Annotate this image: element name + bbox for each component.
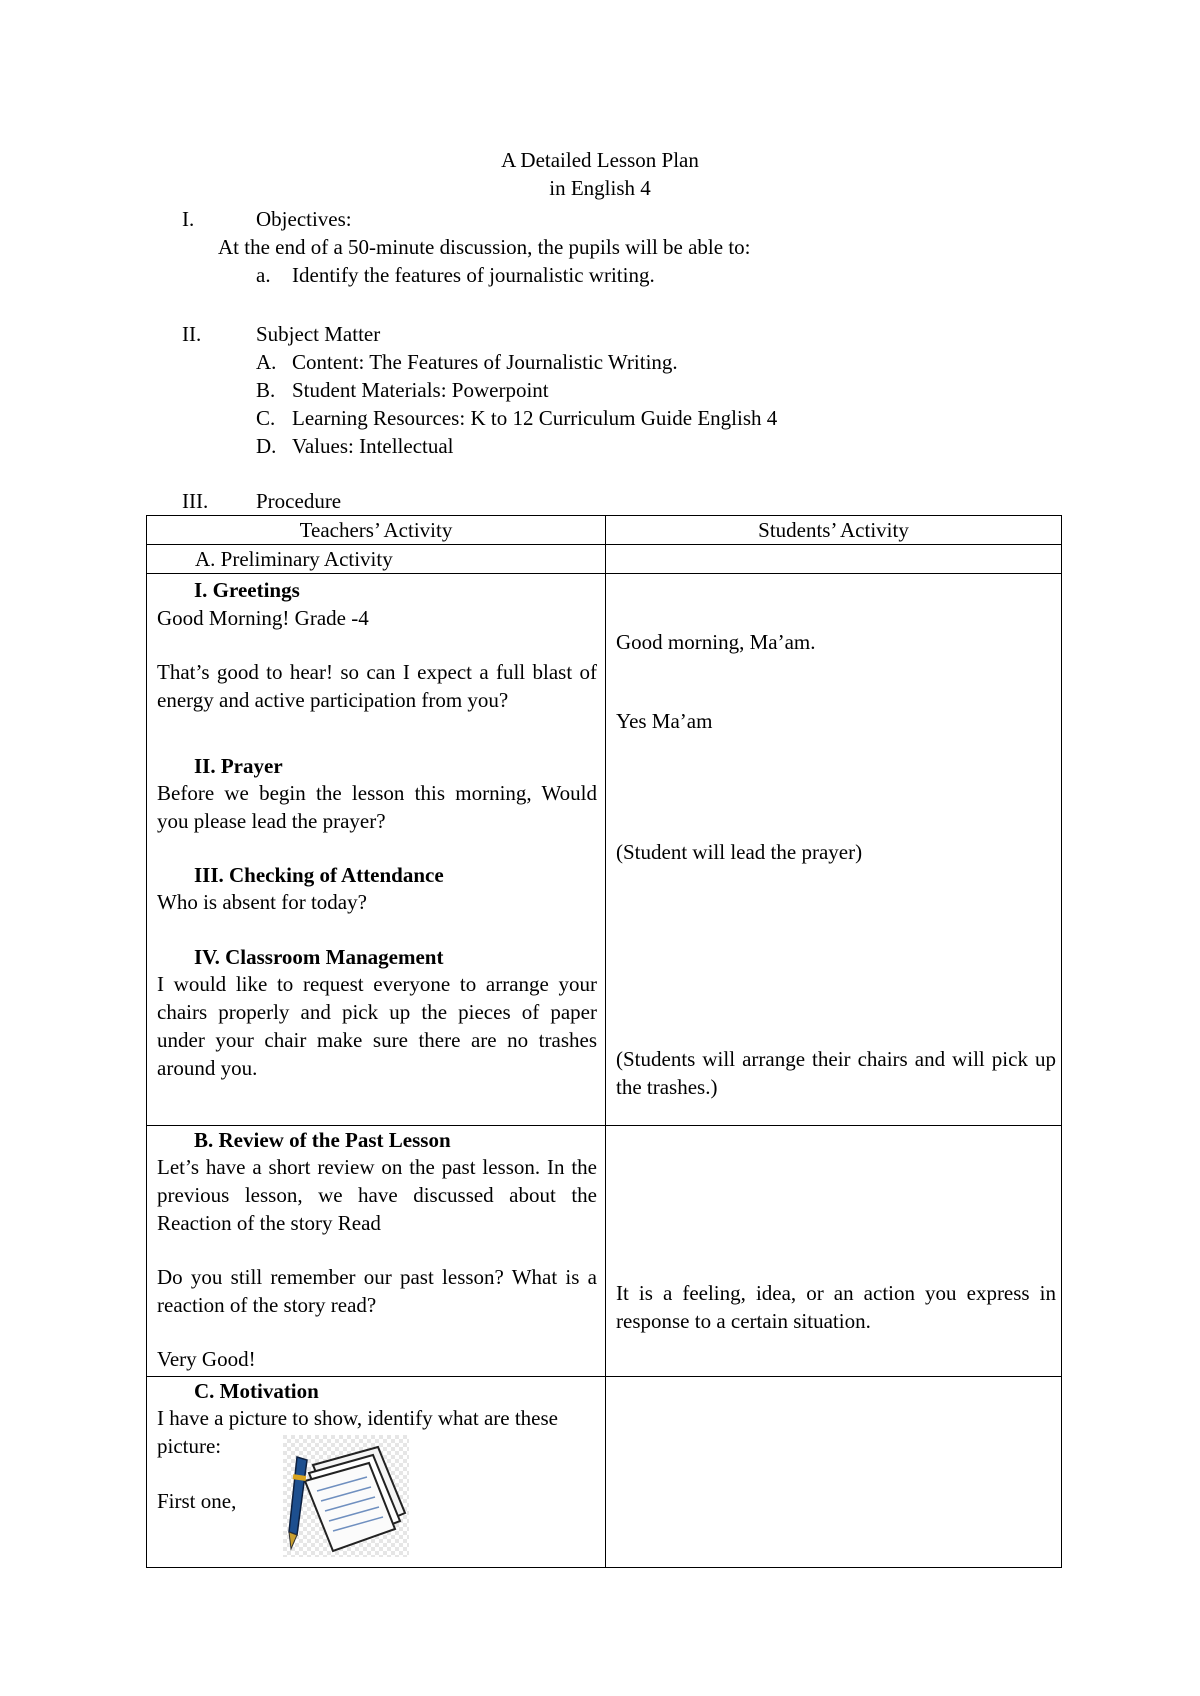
preliminary-activity-cell — [147, 545, 606, 574]
header-students-activity: Students’ Activity — [606, 516, 1062, 545]
procedure-heading: Procedure — [256, 489, 342, 513]
subject-matter-item: Learning Resources: K to 12 Curriculum Guide English 4 — [292, 406, 778, 430]
management-student-line: (Students will arrange their chairs and will pick up the trashes.) — [616, 1047, 1056, 1099]
greetings-student-line: Good morning, Ma’am. — [616, 630, 816, 654]
subject-matter-marker: A. — [256, 350, 277, 374]
review-student-answer: It is a feeling, idea, or an action you express in response to a certain situation. — [616, 1281, 1056, 1333]
motivation-first-one: First one, — [157, 1489, 237, 1513]
review-student-cell — [606, 1126, 1062, 1377]
subject-matter-marker: D. — [256, 434, 277, 458]
greetings-heading: I. Greetings — [194, 578, 300, 602]
motivation-heading: C. Motivation — [194, 1379, 319, 1403]
procedure-numeral: III. — [182, 489, 209, 513]
objective-marker: a. — [256, 263, 271, 287]
objectives-heading: Objectives: — [256, 207, 352, 231]
attendance-teacher-line: Who is absent for today? — [157, 890, 367, 914]
objectives-intro: At the end of a 50-minute discussion, the pupils will be able to: — [218, 235, 751, 259]
prayer-teacher-line: Before we begin the lesson this morning, Would you please lead the prayer? — [157, 781, 597, 833]
review-teacher-praise: Very Good! — [157, 1347, 256, 1371]
preliminary-student-responses — [606, 574, 1062, 1126]
objective-item: Identify the features of journalistic writing. — [292, 263, 655, 287]
greetings-student-followup: Yes Ma’am — [616, 709, 713, 733]
subject-matter-numeral: II. — [182, 322, 202, 346]
subject-matter-heading: Subject Matter — [256, 322, 381, 346]
objectives-numeral: I. — [182, 207, 195, 231]
preliminary-activity-label: A. Preliminary Activity — [195, 547, 393, 571]
attendance-heading: III. Checking of Attendance — [194, 863, 444, 887]
subject-matter-item: Student Materials: Powerpoint — [292, 378, 549, 402]
motivation-teacher-line: I have a picture to show, identify what are these picture: — [157, 1406, 558, 1458]
subject-matter-marker: B. — [256, 378, 276, 402]
page-subtitle: in English 4 — [549, 176, 651, 200]
subject-matter-item: Values: Intellectual — [292, 434, 454, 458]
preliminary-teacher-cell — [147, 574, 606, 1126]
motivation-teacher-cell — [147, 1377, 606, 1568]
preliminary-student-cell — [606, 545, 1062, 574]
management-teacher-line: I would like to request everyone to arrange your chairs properly and pick up the pieces of paper under your chair make sure there are no trashes around you. — [157, 972, 597, 1080]
motivation-student-cell — [606, 1377, 1062, 1568]
greetings-teacher-line: Good Morning! Grade -4 — [157, 606, 369, 630]
procedure-table — [146, 515, 1062, 1568]
page-title: A Detailed Lesson Plan — [501, 148, 699, 172]
review-heading: B. Review of the Past Lesson — [194, 1128, 451, 1152]
prayer-student-line: (Student will lead the prayer) — [616, 840, 863, 864]
subject-matter-item: Content: The Features of Journalistic Writing. — [292, 350, 678, 374]
notepad-pen-icon — [283, 1435, 409, 1557]
header-teachers-activity: Teachers’ Activity — [147, 516, 606, 545]
prayer-heading: II. Prayer — [194, 754, 283, 778]
greetings-teacher-followup: That’s good to hear! so can I expect a full blast of energy and active participation from you? — [157, 660, 597, 712]
management-heading: IV. Classroom Management — [194, 945, 444, 969]
subject-matter-marker: C. — [256, 406, 276, 430]
review-teacher-cell — [147, 1126, 606, 1377]
review-teacher-question: Do you still remember our past lesson? What is a reaction of the story read? — [157, 1265, 597, 1317]
review-teacher-line: Let’s have a short review on the past lesson. In the previous lesson, we have discussed about the Reaction of the story Read — [157, 1155, 597, 1235]
